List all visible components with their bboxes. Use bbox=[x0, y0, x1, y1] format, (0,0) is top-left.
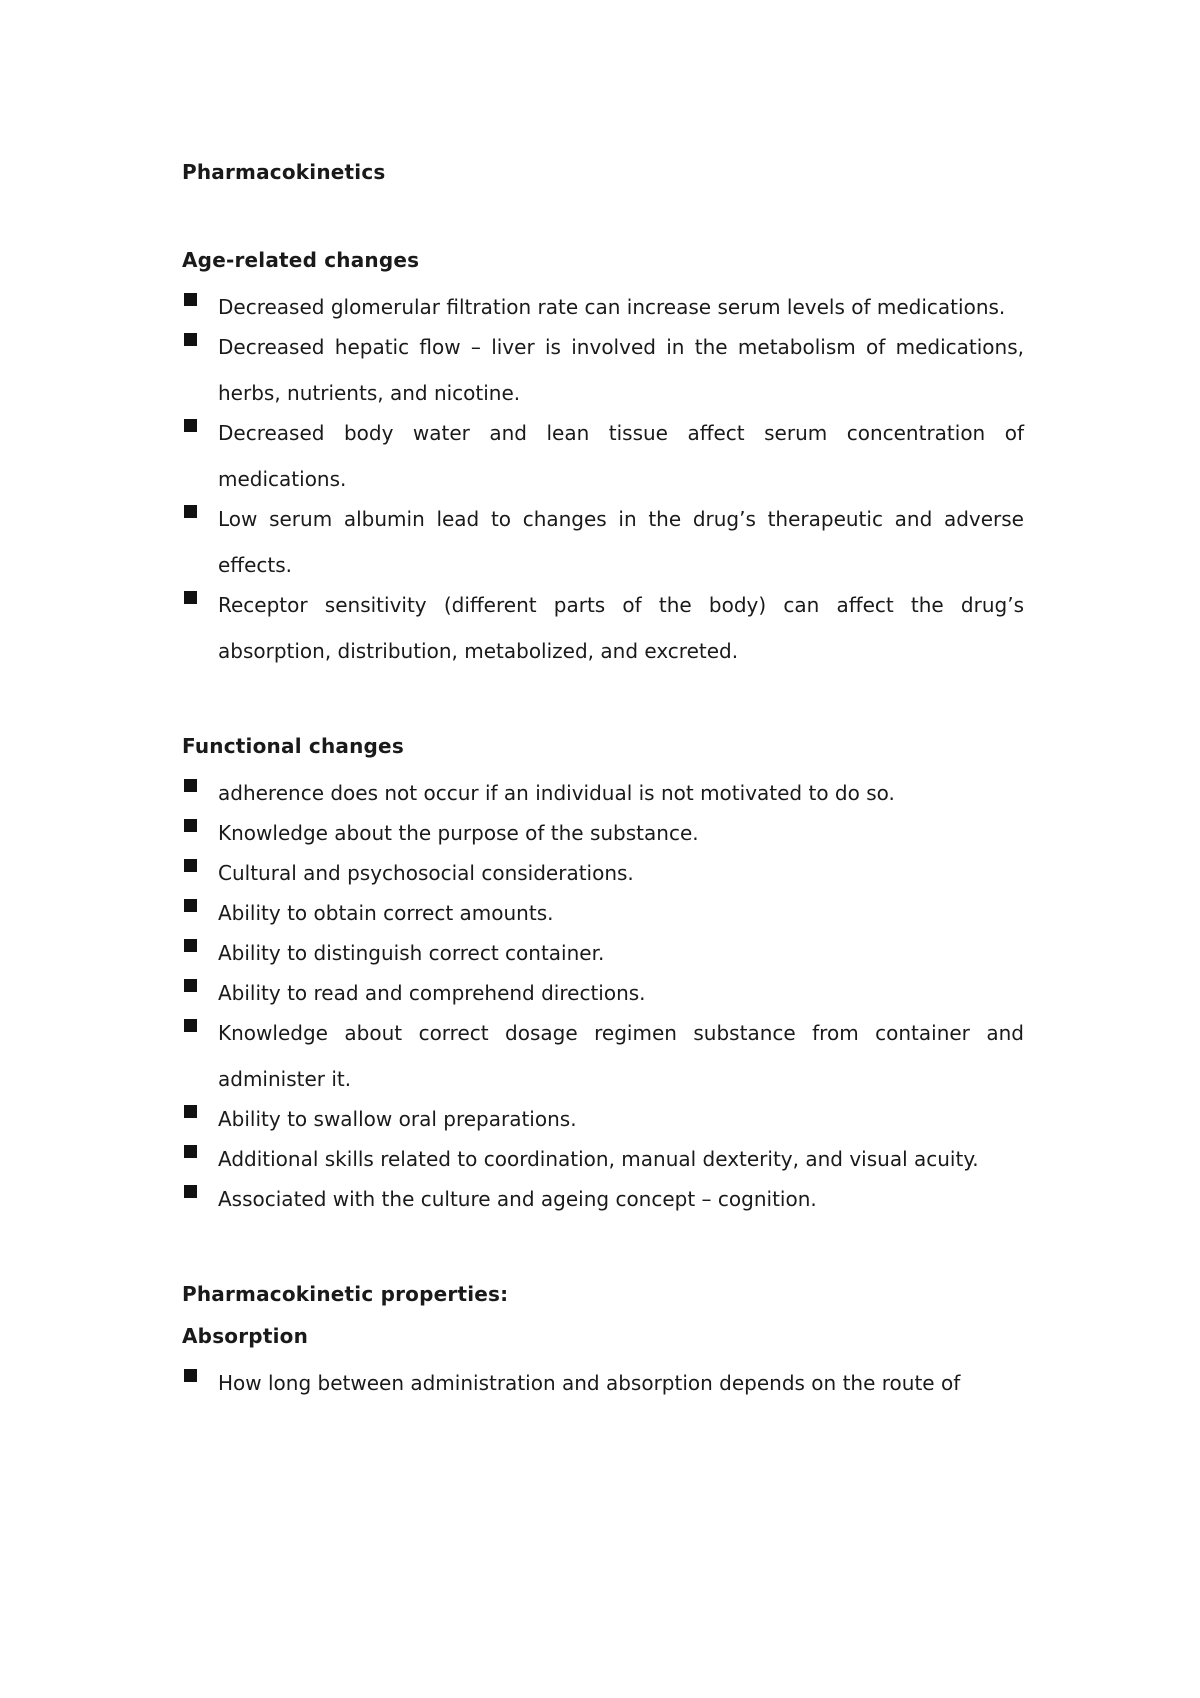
list-item: Ability to read and comprehend directions. bbox=[182, 970, 1024, 1016]
square-bullet-icon bbox=[184, 1185, 197, 1198]
square-bullet-icon bbox=[184, 1145, 197, 1158]
age-related-list bbox=[182, 284, 1024, 674]
subheading-absorption: Absorption bbox=[182, 1324, 309, 1348]
list-item: Ability to obtain correct amounts. bbox=[182, 890, 1024, 936]
list-item: Receptor sensitivity (different parts of the body) can affect the drug’s absorption, distribution, metabolized, and excreted. bbox=[182, 582, 1024, 674]
square-bullet-icon bbox=[184, 859, 197, 872]
list-item: Decreased hepatic flow – liver is involved in the metabolism of medications, herbs, nutrients, and nicotine. bbox=[182, 324, 1024, 416]
square-bullet-icon bbox=[184, 939, 197, 952]
square-bullet-icon bbox=[184, 1105, 197, 1118]
square-bullet-icon bbox=[184, 1369, 197, 1382]
section-heading-age-related: Age-related changes bbox=[182, 248, 420, 272]
square-bullet-icon bbox=[184, 293, 197, 306]
square-bullet-icon bbox=[184, 505, 197, 518]
list-item: How long between administration and absorption depends on the route of bbox=[182, 1360, 1024, 1406]
square-bullet-icon bbox=[184, 333, 197, 346]
list-item: Low serum albumin lead to changes in the drug’s therapeutic and adverse effects. bbox=[182, 496, 1024, 588]
list-item: Ability to distinguish correct container. bbox=[182, 930, 1024, 976]
section-spacer bbox=[182, 1220, 1024, 1280]
list-item: Associated with the culture and ageing concept – cognition. bbox=[182, 1176, 1024, 1222]
document-title: Pharmacokinetics bbox=[182, 160, 386, 184]
square-bullet-icon bbox=[184, 1019, 197, 1032]
list-item: Decreased body water and lean tissue affect serum concentration of medications. bbox=[182, 410, 1024, 502]
square-bullet-icon bbox=[184, 979, 197, 992]
list-item: Ability to swallow oral preparations. bbox=[182, 1096, 1024, 1142]
list-item: Decreased glomerular filtration rate can increase serum levels of medications. bbox=[182, 284, 1024, 330]
section-spacer bbox=[182, 672, 1024, 732]
list-item: Additional skills related to coordination, manual dexterity, and visual acuity. bbox=[182, 1136, 1024, 1182]
list-item: Cultural and psychosocial considerations. bbox=[182, 850, 1024, 896]
square-bullet-icon bbox=[184, 819, 197, 832]
square-bullet-icon bbox=[184, 779, 197, 792]
list-item: Knowledge about the purpose of the substance. bbox=[182, 810, 1024, 856]
document-page bbox=[182, 158, 1024, 1404]
section-heading-pharmacokinetic-properties: Pharmacokinetic properties: bbox=[182, 1282, 509, 1306]
square-bullet-icon bbox=[184, 419, 197, 432]
section-heading-functional: Functional changes bbox=[182, 734, 404, 758]
square-bullet-icon bbox=[184, 591, 197, 604]
functional-changes-list bbox=[182, 770, 1024, 1222]
list-item: adherence does not occur if an individual is not motivated to do so. bbox=[182, 770, 1024, 816]
absorption-list bbox=[182, 1360, 1024, 1406]
square-bullet-icon bbox=[184, 899, 197, 912]
list-item: Knowledge about correct dosage regimen substance from container and administer it. bbox=[182, 1010, 1024, 1102]
